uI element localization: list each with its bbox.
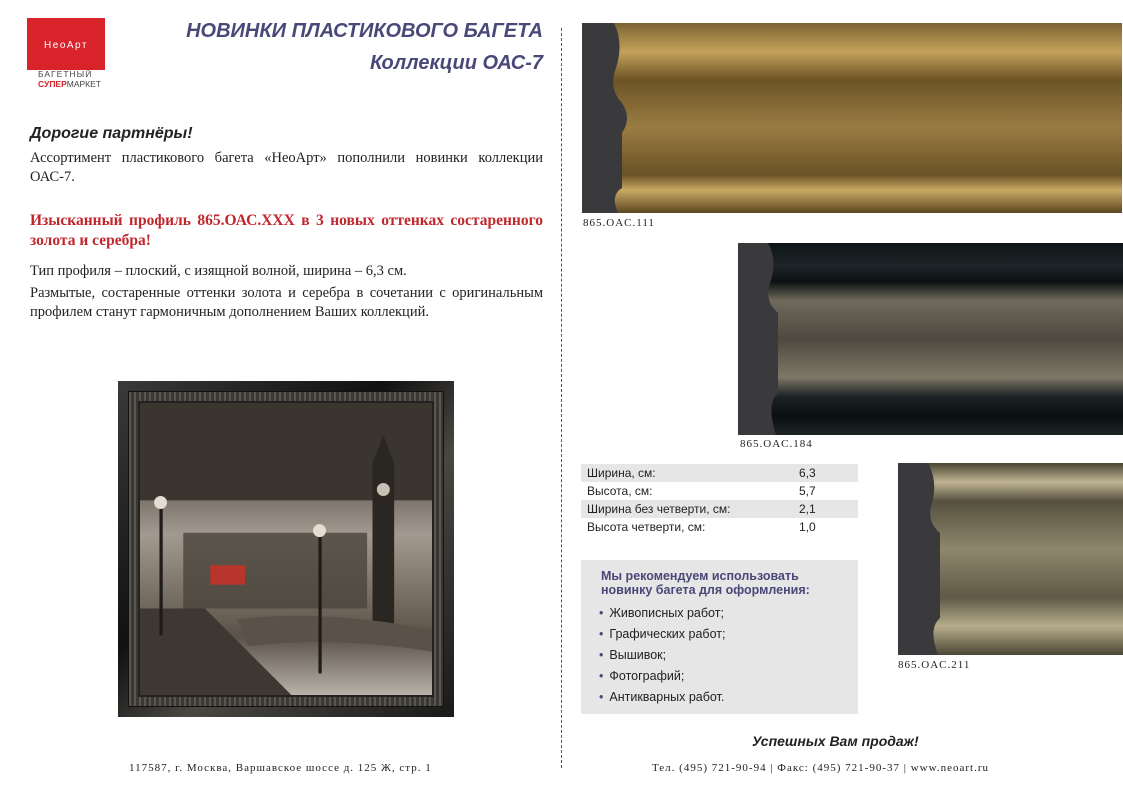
moulding-illustration: [898, 463, 1123, 655]
highlight-paragraph: Изысканный профиль 865.ОАС.ХХХ в 3 новых оттенках состаренного золота и серебра!: [30, 212, 543, 249]
moulding-sample-184: [738, 243, 1123, 435]
recommend-title: Мы рекомендуем использовать новинку багета для оформления:: [601, 569, 810, 597]
photo-illustration: [140, 403, 432, 695]
logo-tagline-rest: МАРКЕТ: [66, 79, 101, 89]
list-item: • Вышивок;: [599, 645, 725, 666]
spec-row: [581, 482, 858, 500]
list-item: • Графических работ;: [599, 624, 725, 645]
framed-picture: [118, 381, 454, 717]
logo-text: НеоАрт: [44, 40, 88, 51]
moulding-code-211: 865.OAC.211: [898, 659, 971, 671]
spec-value: 2,1: [799, 502, 816, 516]
specs-table: [581, 464, 858, 536]
intro-paragraph: Ассортимент пластикового багета «НеоАрт» пополнили новинки коллекции ОАС-7.: [30, 150, 543, 185]
logo-tagline-bold: СУПЕР: [38, 79, 67, 89]
spec-label: Ширина без четверти, см:: [587, 502, 731, 516]
moulding-code-184: 865.OAC.184: [740, 438, 813, 450]
footer-address: 117587, г. Москва, Варшавское шоссе д. 125 Ж, стр. 1: [129, 762, 432, 774]
moulding-sample-111: [582, 23, 1122, 213]
moulding-illustration: [738, 243, 1123, 435]
spec-value: 5,7: [799, 484, 816, 498]
spec-row: [581, 518, 858, 536]
spec-label: Высота четверти, см:: [587, 520, 706, 534]
closing-text: Успешных Вам продаж!: [752, 733, 919, 749]
list-item: • Фотографий;: [599, 666, 725, 687]
greeting: Дорогие партнёры!: [30, 125, 193, 142]
page-divider: [561, 28, 562, 768]
london-photo: [138, 401, 434, 697]
page-subtitle: Коллекции ОАС-7: [369, 52, 543, 74]
list-item: • Живописных работ;: [599, 603, 725, 624]
logo-tagline-line1: БАГЕТНЫЙ: [38, 69, 93, 79]
moulding-sample-211: [898, 463, 1123, 655]
spec-row: [581, 464, 858, 482]
spec-label: Ширина, см:: [587, 466, 656, 480]
description-paragraph: Размытые, состаренные оттенки золота и серебра в сочетании с оригинальным профилем станут гармоничным дополнением Ваших коллекций.: [30, 285, 543, 320]
profile-type-paragraph: Тип профиля – плоский, с изящной волной, ширина – 6,3 см.: [30, 263, 407, 279]
spec-row: [581, 500, 858, 518]
moulding-illustration: [582, 23, 1122, 213]
moulding-code-111: 865.OAC.111: [583, 217, 655, 229]
brand-logo: [27, 18, 105, 70]
recommend-list: [599, 603, 725, 708]
spec-value: 6,3: [799, 466, 816, 480]
footer-contacts: Тел. (495) 721-90-94 | Факс: (495) 721-90-37 | www.neoart.ru: [652, 762, 989, 774]
page-title: НОВИНКИ ПЛАСТИКОВОГО БАГЕТА: [186, 20, 543, 42]
recommend-box: [581, 560, 858, 714]
spec-label: Высота, см:: [587, 484, 653, 498]
spec-value: 1,0: [799, 520, 816, 534]
logo-tagline-line2: [38, 79, 101, 89]
list-item: • Антикварных работ.: [599, 687, 725, 708]
